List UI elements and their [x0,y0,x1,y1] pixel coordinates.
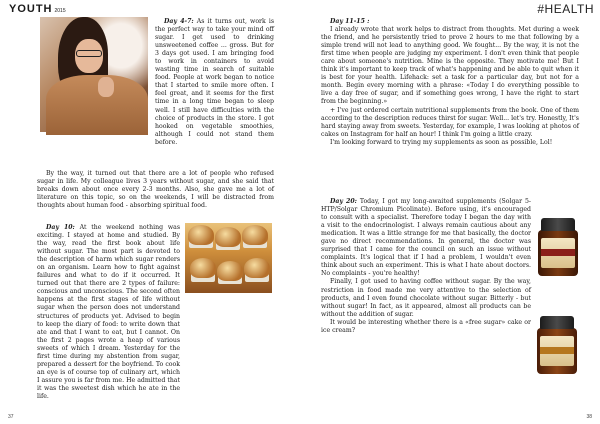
day-11-15-label: Day 11-15 : [330,18,370,25]
day-10-label: Day 10: [46,224,75,231]
day-4-7-label: Day 4-7: [164,18,194,25]
colleague-paragraph: By the way, it turned out that there are a lot of people who refused sugar in life. My colleague lives 3 years without sugar, and she said that breaks down about once every 2-3 months. Also, she gave me a lot of literature on this topic, so on the weekends, I will be distracted from thoughts about human food - absorbing spiritual food. [37,170,274,210]
supplement-bottle-5htp [538,218,578,276]
page-number-right: 38 [586,414,592,420]
woman-portrait-photo [40,17,148,132]
day-20-section: Day 20: Today, I got my long-awaited supplements (Solgar 5-HTP/Solgar Chromium Picolinate). Before using, it's encouraged to consult with a specialist. Therefore today I began the day with a visit to the endocrinologist. I always remain cautious about any medication. It was a little strange for me that basically, the doctor gave no direct recommendations. In general, the doctor was surprised that I came for the council on such an issue without complaints. It's logical that if I had a problem, I wouldn't even think about such an experiment. This is what I hate about doctors. No complaints - you're healthy! Finally, I got used to having coffee without sugar. By the way, restriction in food made me very attentive to the selection of products, and I even found chocolate without sugar. Bitterly - but without sugar! In fact, as it appeared, almost all products can be without the addition of sugar. It would be interesting whether there is a «free sugar» cake or ice cream? [321,198,531,334]
day-20-label: Day 20: [330,198,357,205]
day-10-paragraph: Day 10: At the weekend nothing was exciting. I stayed at home and studied. By the way, read the first book about life without sugar. The most part is devoted to the description of harm which sugar renders on an organism. Learn how to fight against failures and what to do if it occurred. It turned out that there are 2 types of failure: conscious and unconscious. The second often happens at the first stages of life without sugar when the person does not understand structures of products yet. Advised to begin to keep the diary of food: to write down that ate and that I want to eat, but I cannot. On the first 2 pages wrote a heap of various sweets of which I dream. Yesterday for the first time during my abstention from sugar, prepared a dessert for the boyfriend. To cook an eye is of course top of culinary art, which I assure you is far from me. He admitted that it was the sweetest dish which he ate in the life. [37,224,180,400]
magazine-title: YOUTH 2015 [9,3,66,15]
section-title: #HEALTH [537,2,594,16]
supplement-bottle-chromium [537,316,579,376]
muffins-photo [185,223,272,293]
day-11-15-section: Day 11-15 : I already wrote that work helps to distract from thoughts. Met during a week the friend, and he persistently tried to prove 2 hours to me that following by a simple trend will not lead to anything good. We fought... By the way, it is not the first time when people are judging my experiment. I don't even think that people care about someone's nutrition. Mine is the opposite. They motivate me! But I think it's important to keep track of what's happening and be able to quit when it is best for your health. Lifehack: set a task for a particular day, but not for a month. Begin every morning with a phrase: «Today I do everything possible to live a day free of sugar, and if something goes wrong, I have the right to start from the beginning.» + I've just ordered certain nutritional supplements from the book. One of them according to the description reduces thirst for sugar. Well... let's try. Honestly, It's hard staying away from sweets. Yesterday, for example, I was looking at photos of cakes on Instagram for half an hour! I think I'm going a little crazy. I'm looking forward to trying my supplements as soon as possible, Lol! [321,18,579,146]
page-number-left: 37 [8,414,14,420]
magazine-issue: 2015 [54,8,66,14]
day-4-7-paragraph: Day 4-7: As it turns out, work is the perfect way to take your mind off sugar. I get used to drinking unsweetened coffee ... gross. But for 3 days got used. I am bringing food to work in containers to avoid wasting time in search of suitable food. People at work began to notice that I started to smile more often. I feel great, and it seems for the first time in a long time began to sleep well. I still have difficulties with the choice of products in the store. I got hooked on vegetable smoothies, although I could not stand them before. [155,18,275,146]
